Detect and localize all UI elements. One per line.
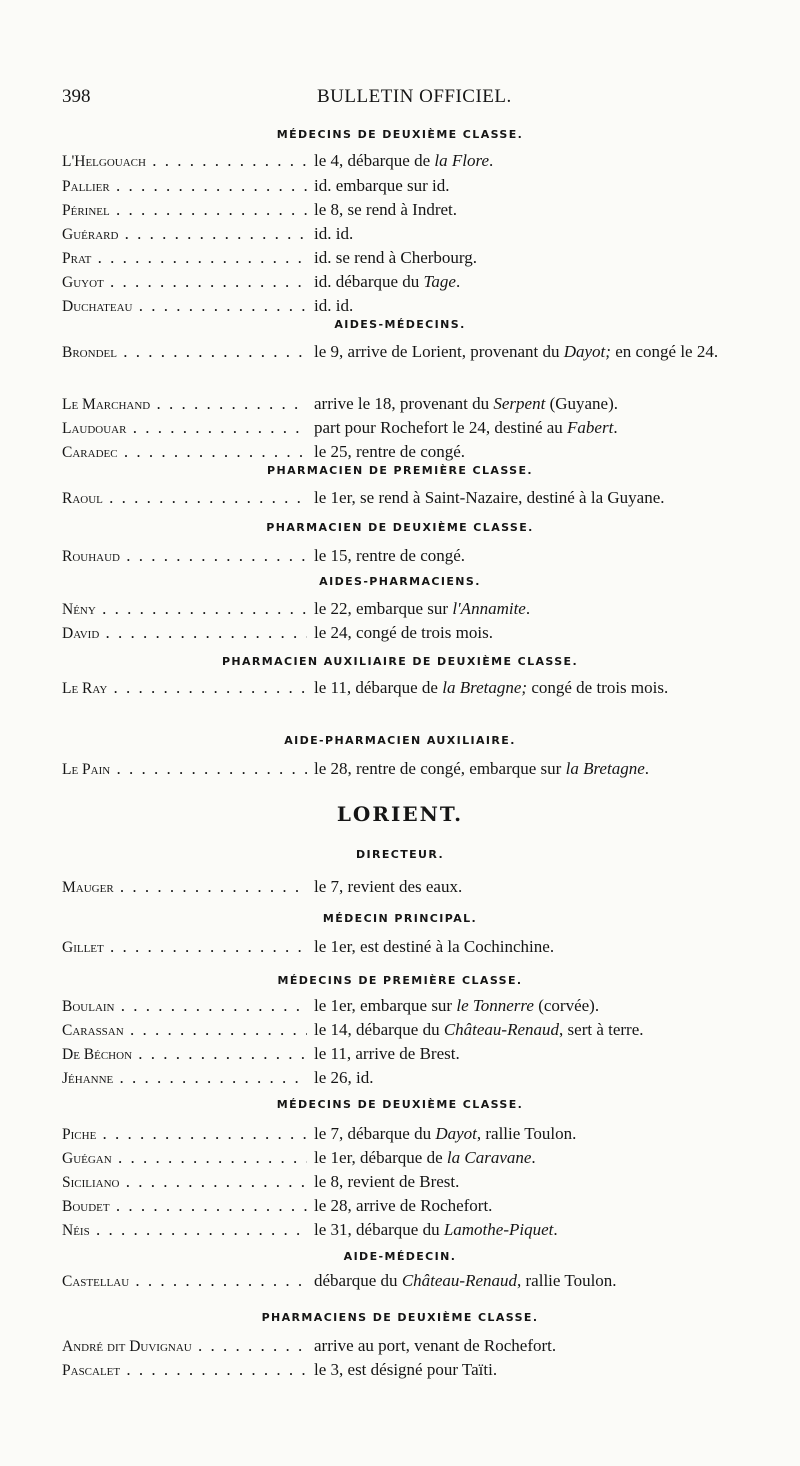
person-name-pascalet: Pascalet . . .	[62, 1359, 307, 1381]
person-name-david: David . . .	[62, 622, 307, 644]
section-heading: DIRECTEUR.	[355, 848, 445, 861]
ship-name: Lamothe-Piquet	[443, 1220, 554, 1239]
person-name-le-marchand: Le Marchand . . .	[62, 393, 307, 415]
person-name-guyot: Guyot . . .	[62, 271, 307, 293]
section-heading: AIDES-PHARMACIENS.	[319, 575, 481, 588]
ship-name: Tage	[423, 272, 456, 291]
person-name-piche: Piche . . .	[62, 1123, 307, 1145]
entry-text: id. se rend à Cherbourg.	[314, 248, 478, 267]
person-name-guegan: Guégan . . .	[62, 1147, 307, 1169]
page-number: 398	[62, 86, 91, 107]
ship-name: la Bretagne	[565, 759, 645, 778]
entry-text: id. id.	[314, 224, 354, 243]
entry-text: le 1er, embarque sur le Tonnerre (corvée).	[314, 996, 600, 1015]
entry-text: le 9, arrive de Lorient, provenant du Dayot; en congé le 24.	[314, 342, 719, 361]
entry-text: le 4, débarque de la Flore.	[314, 151, 494, 170]
entry-text: le 1er, se rend à Saint-Nazaire, destiné à la Guyane.	[314, 488, 665, 507]
section-heading: AIDES-MÉDECINS.	[334, 318, 466, 331]
entry-text: débarque du Château-Renaud, rallie Toulon.	[314, 1271, 617, 1290]
section-heading: MÉDECINS DE DEUXIÈME CLASSE.	[276, 1098, 524, 1111]
section-heading: PHARMACIENS DE DEUXIÈME CLASSE.	[261, 1311, 539, 1324]
section-heading: PHARMACIEN DE DEUXIÈME CLASSE.	[266, 521, 534, 534]
entry-text: le 24, congé de trois mois.	[314, 623, 493, 642]
section-heading: PHARMACIEN DE PREMIÈRE CLASSE.	[267, 464, 533, 477]
entry-text: le 28, rentre de congé, embarque sur la Bretagne.	[314, 759, 649, 778]
person-name-siciliano: Siciliano . . .	[62, 1171, 307, 1193]
entry-text: part pour Rochefort le 24, destiné au Fabert.	[314, 418, 618, 437]
person-name-neis: Néis . . .	[62, 1219, 307, 1241]
section-heading: MÉDECIN PRINCIPAL.	[322, 912, 478, 925]
section-heading: AIDE-MÉDECIN.	[343, 1250, 457, 1263]
person-name-raoul: Raoul . . .	[62, 487, 307, 509]
ship-name: Dayot	[435, 1124, 477, 1143]
entry-text: le 7, revient des eaux.	[314, 877, 463, 896]
entry-text: le 11, arrive de Brest.	[314, 1044, 460, 1063]
person-name-le-ray: Le Ray . . .	[62, 677, 307, 699]
entry-text: le 7, débarque du Dayot, rallie Toulon.	[314, 1124, 577, 1143]
entry-text: le 1er, débarque de la Caravane.	[314, 1148, 536, 1167]
ship-name: la Flore	[434, 151, 489, 170]
person-name-de-bechon: De Béchon . . .	[62, 1043, 307, 1065]
entry-text: le 25, rentre de congé.	[314, 442, 466, 461]
entry-text: le 28, arrive de Rochefort.	[314, 1196, 493, 1215]
page-header	[62, 86, 762, 116]
person-name-brondel: Brondel . . .	[62, 341, 307, 363]
person-name-rouhaud: Rouhaud . . .	[62, 545, 307, 567]
person-name-duchateau: Duchateau . . .	[62, 295, 307, 317]
entry-text: id. embarque sur id.	[314, 176, 450, 195]
person-name-castellau: Castellau . . .	[62, 1270, 307, 1292]
person-name-l-helgouach: L'Helgouach . . .	[62, 150, 307, 172]
entry-text: le 15, rentre de congé.	[314, 546, 466, 565]
ship-name: Serpent	[493, 394, 546, 413]
entry-text: le 14, débarque du Château-Renaud, sert à terre.	[314, 1020, 644, 1039]
entry-text: le 8, se rend à Indret.	[314, 200, 458, 219]
entry-text: le 31, débarque du Lamothe-Piquet.	[314, 1220, 558, 1239]
ship-name: l'Annamite	[452, 599, 526, 618]
ship-name: Fabert	[567, 418, 614, 437]
person-name-caradec: Caradec . . .	[62, 441, 307, 463]
person-name-perinel: Périnel . . .	[62, 199, 307, 221]
entry-text: arrive le 18, provenant du Serpent (Guyane).	[314, 394, 619, 413]
entry-text: le 1er, est destiné à la Cochinchine.	[314, 937, 555, 956]
person-name-andre-dit-duvignau: André dit Duvignau . . .	[62, 1335, 307, 1357]
section-heading: PHARMACIEN AUXILIAIRE DE DEUXIÈME CLASSE.	[221, 655, 579, 668]
person-name-prat: Prat . . .	[62, 247, 307, 269]
person-name-guerard: Guérard . . .	[62, 223, 307, 245]
city-heading: LORIENT.	[336, 802, 464, 826]
ship-name: Château-Renaud	[443, 1020, 560, 1039]
entry-text: id. id.	[314, 296, 354, 315]
ship-name: la Bretagne;	[442, 678, 528, 697]
person-name-carassan: Carassan . . .	[62, 1019, 307, 1041]
ship-name: Château-Renaud	[401, 1271, 518, 1290]
person-name-laudouar: Laudouar . . .	[62, 417, 307, 439]
entry-text: id. débarque du Tage.	[314, 272, 461, 291]
section-heading: MÉDECINS DE DEUXIÈME CLASSE.	[276, 128, 524, 141]
entry-text: le 11, débarque de la Bretagne; congé de trois mois.	[314, 678, 669, 697]
ship-name: le Tonnerre	[456, 996, 534, 1015]
section-heading: MÉDECINS DE PREMIÈRE CLASSE.	[277, 974, 523, 987]
entry-text: arrive au port, venant de Rochefort.	[314, 1336, 557, 1355]
person-name-boulain: Boulain . . .	[62, 995, 307, 1017]
person-name-boudet: Boudet . . .	[62, 1195, 307, 1217]
entry-text: le 8, revient de Brest.	[314, 1172, 460, 1191]
person-name-jehanne: Jéhanne . . .	[62, 1067, 307, 1089]
entry-text: le 26, id.	[314, 1068, 374, 1087]
person-name-pallier: Pallier . . .	[62, 175, 307, 197]
section-heading: AIDE-PHARMACIEN AUXILIAIRE.	[284, 734, 516, 747]
person-name-neny: Nény . . .	[62, 598, 307, 620]
entry-text: le 22, embarque sur l'Annamite.	[314, 599, 531, 618]
running-head: BULLETIN OFFICIEL.	[317, 86, 512, 107]
person-name-gillet: Gillet . . .	[62, 936, 307, 958]
ship-name: Dayot;	[563, 342, 611, 361]
ship-name: la Caravane	[446, 1148, 532, 1167]
person-name-le-pain: Le Pain . . .	[62, 758, 307, 780]
person-name-mauger: Mauger . . .	[62, 876, 307, 898]
entry-text: le 3, est désigné pour Taïti.	[314, 1360, 498, 1379]
